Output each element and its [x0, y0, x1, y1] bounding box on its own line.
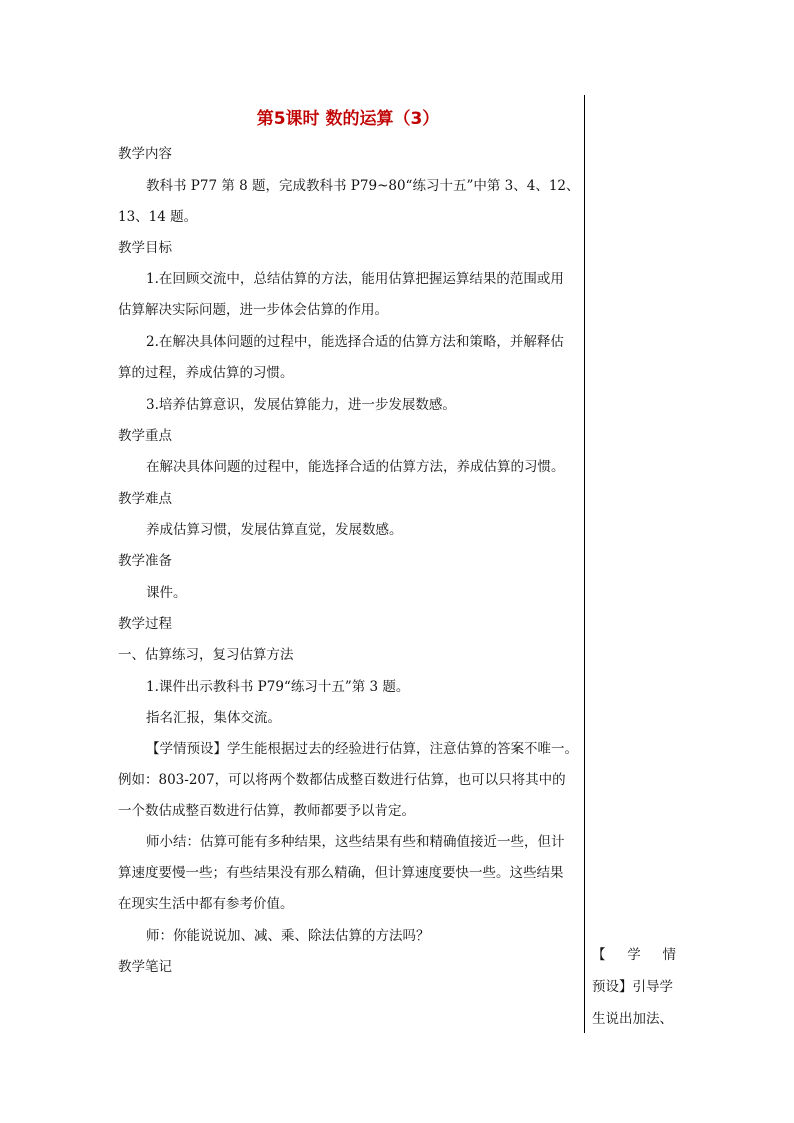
step-1-text: 1.课件出示教科书 P79“练习十五”第 3 题。 [146, 679, 410, 695]
sidebar-note-line: 预设】引导学 [592, 979, 673, 995]
sidebar-note-line: 生说出加法、 [592, 1011, 673, 1027]
teacher-summary-line: 算速度要慢一些；有些结果没有那么精确，但计算速度要快一些。这些结果 [118, 865, 564, 881]
page-title: 第5课时 数的运算（3） [256, 109, 440, 129]
goal-2-line: 算的过程，养成估算的习惯。 [118, 365, 294, 381]
teacher-summary-line: 师小结：估算可能有多种结果，这些结果有些和精确值接近一些，但计 [146, 834, 565, 850]
part-1-heading: 一、估算练习，复习估算方法 [118, 647, 294, 663]
teacher-question: 师：你能说说加、减、乘、除法估算的方法吗？ [146, 928, 430, 944]
column-divider [584, 95, 585, 1033]
heading-difficulties: 教学难点 [118, 491, 172, 507]
heading-teaching-content: 教学内容 [118, 146, 172, 162]
goal-2-line: 2.在解决具体问题的过程中，能选择合适的估算方法和策略，并解释估 [146, 334, 564, 350]
heading-teaching-notes: 教学笔记 [118, 959, 172, 975]
key-points-text: 在解决具体问题的过程中，能选择合适的估算方法，养成估算的习惯。 [146, 459, 565, 475]
heading-teaching-process: 教学过程 [118, 616, 172, 632]
content-paragraph-line: 13、14 题。 [118, 209, 198, 225]
goal-3-line: 3.培养估算意识，发展估算能力，进一步发展数感。 [146, 397, 456, 413]
difficulties-text: 养成估算习惯，发展估算直觉，发展数感。 [146, 522, 403, 538]
heading-key-points: 教学重点 [118, 428, 172, 444]
preset-paragraph-line: 【学情预设】学生能根据过去的经验进行估算，注意估算的答案不唯一。 [146, 741, 578, 757]
goal-1-line: 估算解决实际问题，进一步体会估算的作用。 [118, 302, 388, 318]
sidebar-note-line: 【 学 情 [592, 947, 676, 963]
teacher-summary-line: 在现实生活中都有参考价值。 [118, 896, 294, 912]
content-paragraph-line: 教科书 P77 第 8 题，完成教科书 P79~80“练习十五”中第 3、4、12、 [146, 178, 580, 194]
heading-preparation: 教学准备 [118, 553, 172, 569]
preset-paragraph-line: 例如：803-207，可以将两个数都估成整百数进行估算，也可以只将其中的 [118, 772, 566, 788]
goal-1-line: 1.在回顾交流中，总结估算的方法，能用估算把握运算结果的范围或用 [146, 271, 564, 287]
preset-paragraph-line: 一个数估成整百数进行估算，教师都要予以肯定。 [118, 803, 415, 819]
preparation-text: 课件。 [146, 585, 187, 601]
heading-teaching-goals: 教学目标 [118, 240, 172, 256]
step-1-followup: 指名汇报，集体交流。 [146, 710, 281, 726]
